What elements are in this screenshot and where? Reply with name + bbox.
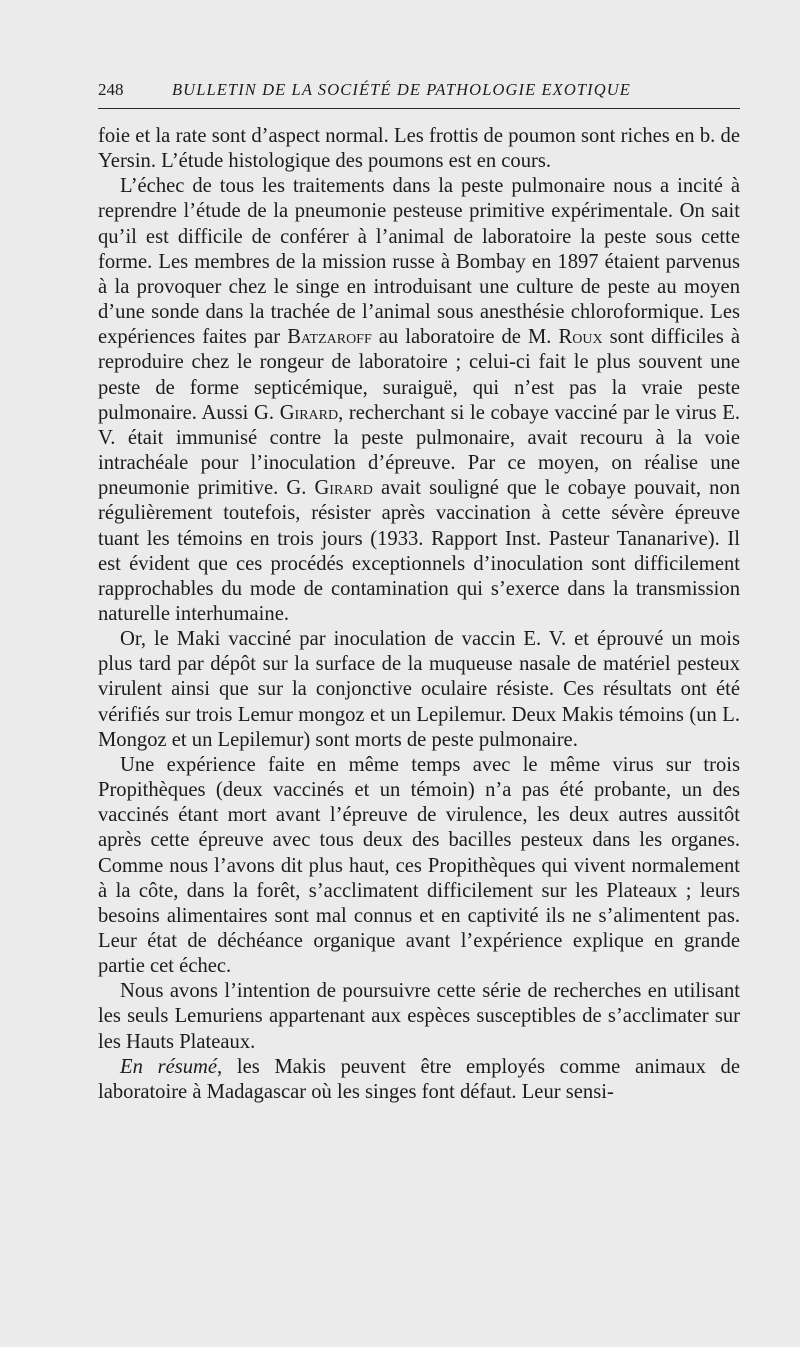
- author-name: Batzaroff: [287, 326, 372, 349]
- author-name: Roux: [558, 326, 603, 349]
- running-title: BULLETIN DE LA SOCIÉTÉ DE PATHOLOGIE EXOTIQUE: [172, 80, 631, 99]
- author-name: Girard: [279, 401, 339, 424]
- author-name: Girard: [314, 477, 373, 500]
- page-number: 248: [98, 80, 124, 99]
- paragraph: L’échec de tous les traitements dans la peste pulmonaire nous a incité à reprendre l’étude de la pneumonie pesteuse primitive expérimentale. On sait qu’il est difficile de conférer à l’animal de laboratoire la peste sous cette forme. Les membres de la mission russe à Bombay en 1897 étaient parvenus à la provoquer chez le singe en introduisant une culture de peste au moyen d’une sonde dans la trachée de l’animal sous anesthésie chloroformique. Les expériences faites par Batzaroff au laboratoire de M. Roux sont difficiles à reproduire chez le rongeur de laboratoire ; celui-ci fait le plus souvent une peste de forme septicémique, suraiguë, qui n’est pas la vraie peste pulmonaire. Aussi G. Girard, recherchant si le cobaye vacciné par le virus E. V. était immunisé contre la peste pulmonaire, avait recouru à la voie intrachéale pour l’inoculation d’épreuve. Par ce moyen, on réalise une pneumonie primitive. G. Girard avait souligné que le cobaye pouvait, non régulièrement toutefois, résister après vaccination à cette sévère épreuve tuant les témoins en trois jours (1933. Rapport Inst. Pasteur Tananarive). Il est évident que ces procédés exceptionnels d’inoculation sont difficilement rapprochables du mode de contamination qui s’exerce dans la transmission naturelle interhumaine.: [98, 175, 740, 625]
- paragraph: Nous avons l’intention de poursuivre cette série de recherches en utilisant les seuls Lemuriens appartenant aux espèces susceptibles de s’acclimater sur les Hauts Plateaux.: [98, 980, 740, 1053]
- paragraph: Or, le Maki vacciné par inoculation de vaccin E. V. et éprouvé un mois plus tard par dépôt sur la surface de la muqueuse nasale de matériel pesteux virulent ainsi que sur la conjonctive oculaire résiste. Ces résultats ont été vérifiés sur trois Lemur mongoz et un Lepilemur. Deux Makis témoins (un L. Mongoz et un Lepilemur) sont morts de peste pulmonaire.: [98, 628, 740, 751]
- paragraph: En résumé, les Makis peuvent être employés comme animaux de laboratoire à Madagascar où les singes font défaut. Leur sensi-: [98, 1055, 740, 1103]
- paragraph: Une expérience faite en même temps avec le même virus sur trois Propithèques (deux vaccinés et un témoin) n’a pas été probante, un des vaccinés étant mort avant l’épreuve de virulence, les deux autres aussitôt après cette épreuve avec tous deux des bacilles pesteux dans les organes. Comme nous l’avons dit plus haut, ces Propithèques qui vivent normalement à la côte, dans la forêt, s’acclimatent difficilement sur les Plateaux ; leurs besoins alimentaires sont mal connus et en captivité ils ne s’alimentent pas. Leur état de déchéance organique avant l’expérience explique en grande partie cet échec.: [98, 753, 740, 978]
- italic-lead: En résumé: [120, 1055, 218, 1078]
- paragraph: foie et la rate sont d’aspect normal. Les frottis de poumon sont riches en b. de Yersin. L’étude histologique des poumons est en cours.: [98, 125, 740, 173]
- running-header: [98, 74, 740, 109]
- body-text: [98, 124, 740, 1105]
